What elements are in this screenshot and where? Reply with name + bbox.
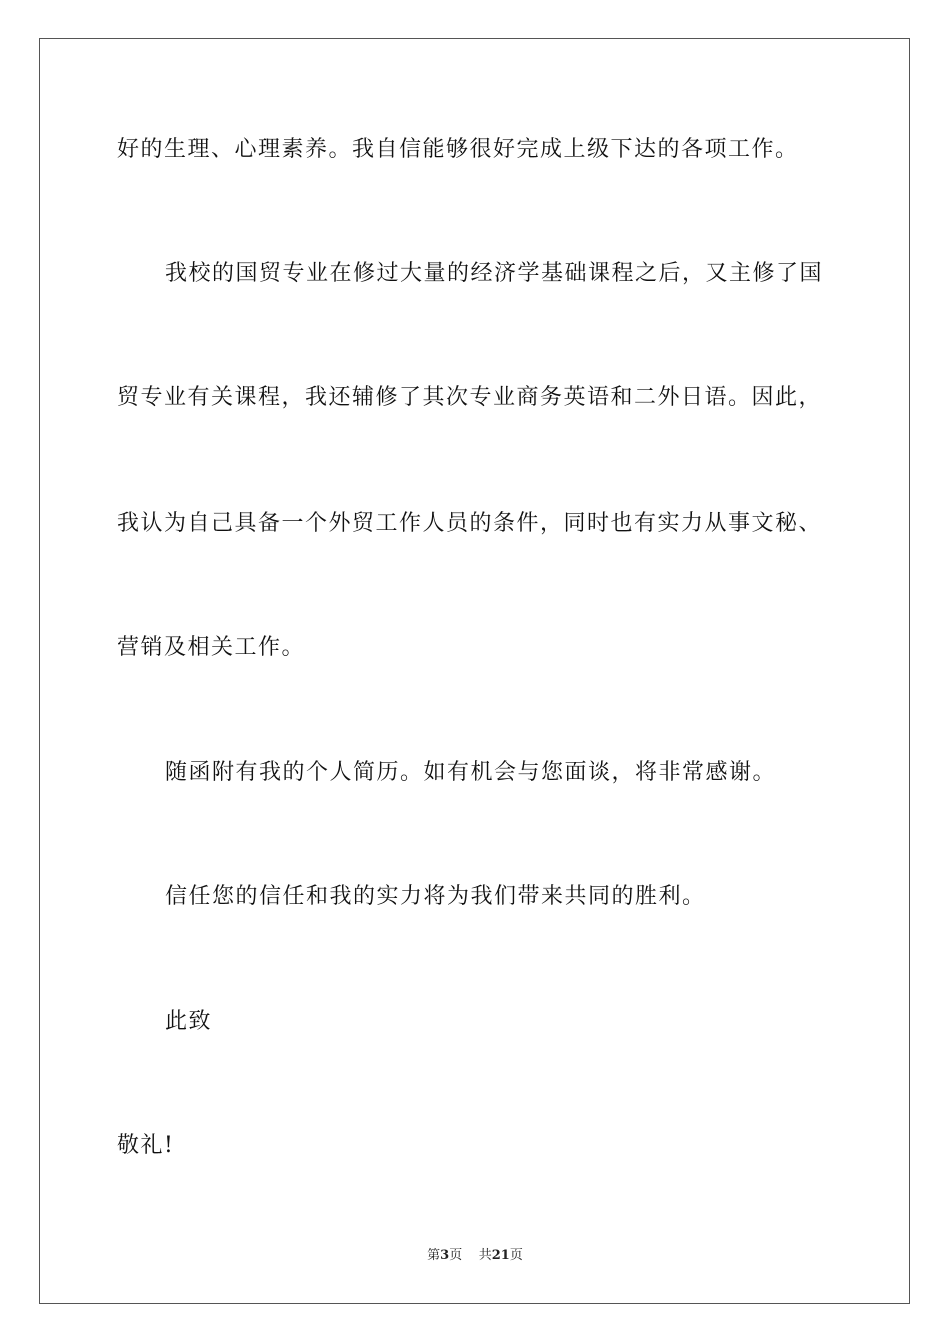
body-line-4: 我认为自己具备一个外贸工作人员的条件，同时也有实力从事文秘、 <box>117 511 823 536</box>
closing-salutation: 此致 <box>165 1009 213 1034</box>
body-line-3: 贸专业有关课程，我还辅修了其次专业商务英语和二外日语。因此， <box>117 385 823 410</box>
total-suffix: 页 <box>509 1248 523 1263</box>
closing-regards: 敬礼! <box>117 1133 175 1158</box>
body-line-6: 随函附有我的个人简历。如有机会与您面谈，将非常感谢。 <box>165 760 777 785</box>
body-line-2: 我校的国贸专业在修过大量的经济学基础课程之后，又主修了国 <box>165 261 824 286</box>
page-number: 3 <box>440 1248 450 1263</box>
total-prefix: 共 <box>478 1248 492 1263</box>
body-line-1: 好的生理、心理素养。我自信能够很好完成上级下达的各项工作。 <box>117 137 799 162</box>
page-frame <box>39 38 910 1304</box>
body-line-5: 营销及相关工作。 <box>117 635 306 660</box>
total-pages: 21 <box>491 1248 510 1263</box>
page-footer <box>0 1248 950 1264</box>
body-line-7: 信任您的信任和我的实力将为我们带来共同的胜利。 <box>165 884 706 909</box>
page-prefix: 第 <box>427 1248 441 1263</box>
page-suffix: 页 <box>449 1248 463 1263</box>
